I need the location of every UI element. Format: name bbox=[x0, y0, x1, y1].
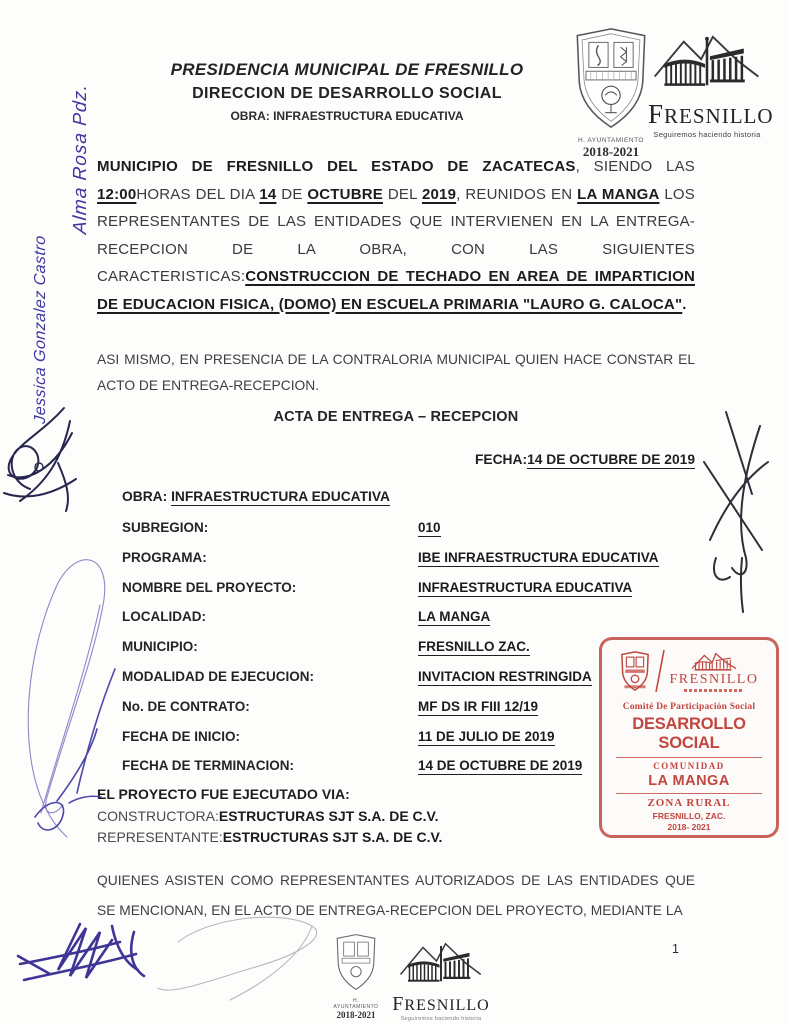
field-row bbox=[122, 580, 695, 610]
contraloria-paragraph: ASI MISMO, EN PRESENCIA DE LA CONTRALORIA MUNICIPAL QUIEN HACE CONSTAR EL ACTO DE ENTREGA-RECEPCION. bbox=[97, 352, 695, 393]
signature-left-top bbox=[0, 405, 96, 523]
intro-seg: 14 bbox=[259, 185, 277, 203]
field-row bbox=[122, 609, 695, 639]
field-row bbox=[122, 520, 695, 550]
desarrollo-social-stamp bbox=[599, 637, 779, 838]
signature-left-large bbox=[5, 545, 135, 845]
field-label: PROGRAMA: bbox=[122, 549, 207, 565]
handwritten-name-alma: Alma Rosa Pdz. bbox=[70, 82, 91, 235]
stamp-wordmark: FRESNILLO bbox=[669, 671, 759, 687]
fresnillo-tagline: Seguiremos haciendo historia bbox=[400, 1016, 482, 1022]
field-value: INVITACION RESTRINGIDA bbox=[418, 668, 592, 684]
field-value: INFRAESTRUCTURA EDUCATIVA bbox=[418, 579, 633, 595]
crest-period: 2018-2021 bbox=[582, 144, 640, 159]
stamp-divider-slash bbox=[654, 648, 666, 694]
intro-seg: LA MANGA bbox=[577, 185, 660, 203]
field-row bbox=[122, 550, 695, 580]
fecha-value: 14 DE OCTUBRE DE 2019 bbox=[527, 452, 695, 467]
field-value: IBE INFRAESTRUCTURA EDUCATIVA bbox=[418, 549, 659, 565]
field-value: MF DS IR FIII 12/19 bbox=[418, 698, 539, 714]
stamp-logos bbox=[602, 645, 776, 697]
fresnillo-monuments-icon bbox=[395, 940, 487, 988]
obra-row bbox=[97, 489, 695, 504]
fecha-label: FECHA: bbox=[474, 452, 528, 467]
header-obra: OBRA: INFRAESTRUCTURA EDUCATIVA bbox=[230, 109, 464, 123]
signature-bottom-left bbox=[16, 918, 156, 996]
footer-crest bbox=[332, 933, 380, 1020]
field-value: LA MANGA bbox=[418, 609, 491, 625]
field-value: 14 DE OCTUBRE DE 2019 bbox=[418, 758, 583, 774]
fresnillo-logo bbox=[648, 32, 774, 139]
representante-value: ESTRUCTURAS SJT S.A. DE C.V. bbox=[222, 829, 443, 845]
stamp-committee: Comité De Participación Social bbox=[622, 702, 756, 712]
fresnillo-wordmark: FRESNILLO bbox=[392, 993, 490, 1015]
crest-period: 2018-2021 bbox=[336, 1010, 376, 1020]
section-title: ACTA DE ENTREGA – RECEPCION bbox=[273, 409, 519, 425]
intro-seg: LOS REPRESENTANTES DE LAS ENTIDADES QUE INTERVIENEN EN LA ENTREGA-RECEPCION DE LA OBRA, CON LAS SIGUIENTES CARACTERISTICAS: bbox=[97, 185, 695, 285]
field-value: FRESNILLO ZAC. bbox=[418, 639, 530, 655]
field-label: No. DE CONTRATO: bbox=[122, 698, 250, 714]
field-value: 010 bbox=[418, 520, 441, 535]
fresnillo-wordmark: FRESNILLO bbox=[648, 99, 774, 129]
footer-fresnillo-logo bbox=[390, 940, 492, 1022]
representante-label: REPRESENTANTE: bbox=[97, 829, 223, 845]
intro-seg: OCTUBRE bbox=[307, 185, 383, 203]
field-label: LOCALIDAD: bbox=[122, 609, 206, 625]
stamp-crest-icon bbox=[620, 650, 650, 692]
stamp-divider bbox=[616, 793, 762, 794]
stamp-monuments-icon bbox=[686, 651, 742, 673]
stamp-tagline-bar bbox=[684, 689, 744, 692]
intro-paragraph bbox=[97, 153, 695, 318]
signature-right bbox=[690, 408, 786, 613]
stamp-divider bbox=[616, 757, 762, 758]
crest-caption: H. AYUNTAMIENTO bbox=[333, 998, 379, 1010]
page-number: 1 bbox=[672, 942, 679, 956]
stamp-city: FRESNILLO, ZAC. bbox=[652, 811, 726, 821]
field-label: MODALIDAD DE EJECUCION: bbox=[122, 668, 315, 684]
header-title: PRESIDENCIA MUNICIPAL DE FRESNILLO bbox=[170, 60, 524, 79]
obra-value: INFRAESTRUCTURA EDUCATIVA bbox=[171, 489, 391, 504]
closing-paragraph: QUIENES ASISTEN COMO REPRESENTANTES AUTORIZADOS DE LAS ENTIDADES QUE SE MENCIONAN, EN EL ACTO DE ENTREGA-RECEPCION DEL PROYECTO, MEDIANTE LA bbox=[97, 873, 695, 918]
intro-seg: , REUNIDOS EN bbox=[456, 185, 578, 203]
fresnillo-tagline: Seguiremos haciendo historia bbox=[653, 130, 761, 139]
executed-heading: EL PROYECTO FUE EJECUTADO VIA: bbox=[97, 786, 350, 802]
intro-seg: DEL bbox=[382, 185, 422, 203]
stamp-fresnillo-logo bbox=[670, 651, 759, 692]
field-label: MUNICIPIO: bbox=[122, 639, 198, 655]
header-subtitle: DIRECCION DE DESARROLLO SOCIAL bbox=[192, 85, 502, 102]
crest-caption: H. AYUNTAMIENTO bbox=[577, 137, 644, 144]
stamp-zone: ZONA RURAL bbox=[647, 797, 731, 809]
stamp-community: LA MANGA bbox=[648, 773, 730, 789]
constructora-label: CONSTRUCTORA: bbox=[97, 807, 219, 824]
signature-bottom-loop bbox=[148, 910, 338, 1002]
stamp-community-label: COMUNIDAD bbox=[653, 761, 725, 771]
crest-shield-icon bbox=[334, 933, 378, 991]
intro-seg: 2019 bbox=[421, 185, 457, 203]
handwritten-name-jessica: Jessica Gonzalez Castro bbox=[32, 234, 49, 425]
intro-seg: . bbox=[682, 295, 687, 313]
field-label: NOMBRE DEL PROYECTO: bbox=[122, 579, 297, 595]
fecha-row bbox=[97, 452, 695, 467]
stamp-period: 2018- 2021 bbox=[667, 822, 711, 832]
intro-seg: CONSTRUCCION DE TECHADO EN AREA DE IMPARTICION DE EDUCACION FISICA, (DOMO) EN ESCUELA PRIMARIA "LAURO G. CALOCA" bbox=[97, 268, 695, 313]
intro-seg: HORAS DEL DIA bbox=[136, 185, 260, 203]
stamp-title: DESARROLLO SOCIAL bbox=[632, 715, 746, 752]
intro-seg: 12:00 bbox=[97, 185, 137, 203]
intro-seg: , SIENDO LAS bbox=[575, 158, 695, 175]
field-label: SUBREGION: bbox=[122, 520, 209, 535]
intro-seg: MUNICIPIO DE FRESNILLO DEL ESTADO DE ZACATECAS bbox=[97, 158, 576, 175]
field-label: FECHA DE TERMINACION: bbox=[122, 758, 294, 774]
field-label: FECHA DE INICIO: bbox=[122, 728, 240, 744]
document-header bbox=[97, 60, 597, 123]
intro-seg: DE bbox=[276, 185, 308, 203]
field-value: 11 DE JULIO DE 2019 bbox=[418, 728, 555, 744]
constructora-value: ESTRUCTURAS SJT S.A. DE C.V. bbox=[218, 807, 439, 824]
obra-label: OBRA: bbox=[122, 489, 172, 504]
fresnillo-monuments-icon bbox=[648, 32, 766, 94]
